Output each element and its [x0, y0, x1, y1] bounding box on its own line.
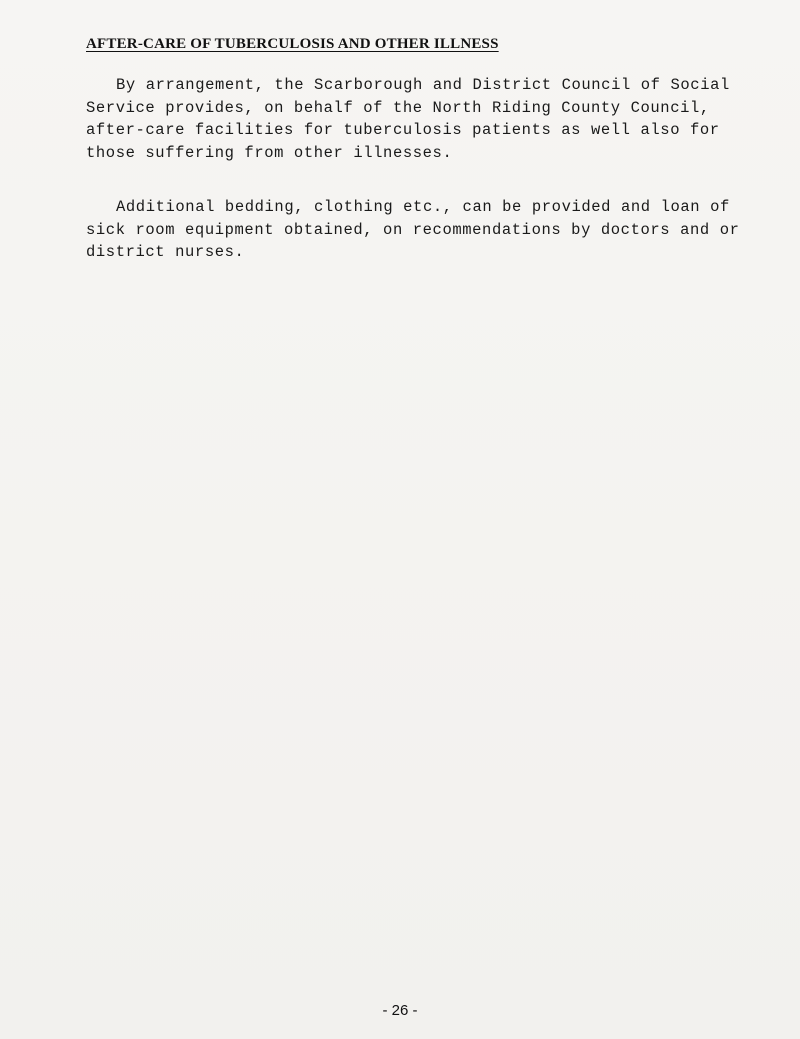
- page-number: - 26 -: [382, 1002, 418, 1019]
- paragraph-1: By arrangement, the Scarborough and District Council of Social Service provides, on behalf of the North Riding County Council, after-care facilities for tuberculosis patients as well also for those suffering from other illnesses.: [86, 76, 730, 162]
- page-title: AFTER-CARE OF TUBERCULOSIS AND OTHER ILLNESS: [86, 36, 499, 52]
- paragraph-2: Additional bedding, clothing etc., can be provided and loan of sick room equipment obtained, on recommendations by doctors and or district nurses.: [86, 198, 740, 261]
